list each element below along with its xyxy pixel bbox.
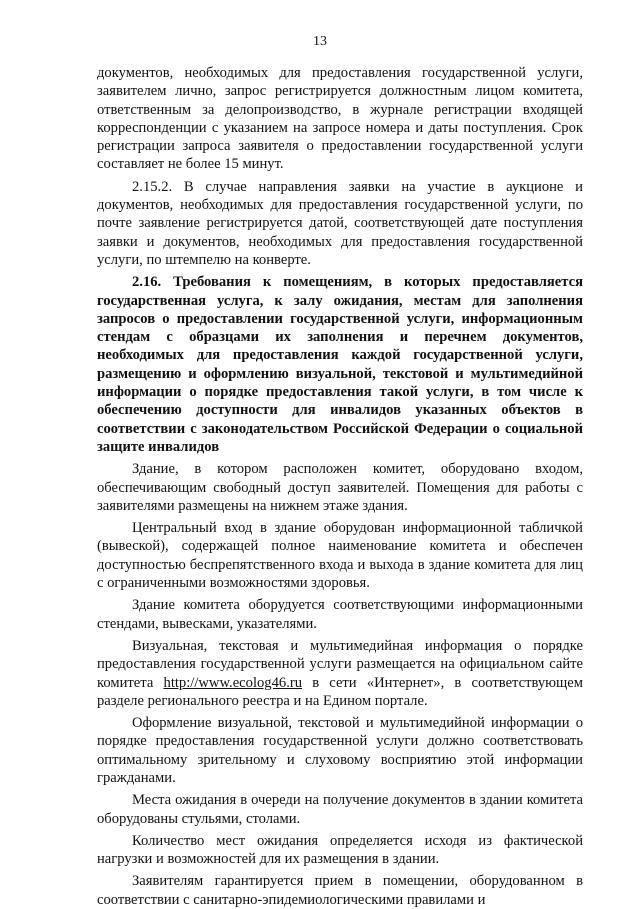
paragraph-info-stands: Здание комитета оборудуется соответствующими информационными стендами, вывесками, указателями.	[97, 597, 583, 632]
website-text-before: Визуальная, текстовая и мультимедийная информация о порядке предоставления государственной услуги размещается на официальном сайте комитета	[97, 637, 583, 691]
paragraph-info-website	[97, 637, 583, 710]
paragraph-info-design: Оформление визуальной, текстовой и мультимедийной информации о порядке предоставления государственной услуги должно соответствовать оптимальному зрительному и слуховому восприятию этой информации гражданами.	[97, 715, 583, 786]
document-body	[97, 64, 583, 909]
paragraph-waiting-places: Места ожидания в очереди на получение документов в здании комитета оборудованы стульями, столами.	[97, 792, 583, 827]
page-number: 13	[313, 34, 327, 49]
paragraph-waiting-count: Количество мест ожидания определяется исходя из фактической нагрузки и возможностей для их размещения в здании.	[97, 832, 583, 868]
website-link[interactable]: http://www.ecolog46.ru	[163, 674, 302, 691]
paragraph-registration-in-person: документов, необходимых для предоставления государственной услуги, заявителем лично, запрос регистрируется должностным лицом комитета, ответственным за делопроизводство, в журнале регистрации входящей корреспонденции с указанием на запросе номера и даты поступления. Срок регистрации запроса заявителя о предоставлении государственной услуги составляет не более 15 минут.	[97, 65, 583, 173]
paragraph-central-entrance: Центральный вход в здание оборудован информационной табличкой (вывеской), содержащей полное наименование комитета и обеспечен доступностью беспрепятственного входа и выхода в здание комитета для лиц с ограниченными возможностями здоровья.	[97, 520, 583, 592]
paragraph-2-15-2: 2.15.2. В случае направления заявки на участие в аукционе и документов, необходимых для предоставления государственной услуги, по почте заявление регистрируется датой, соответствующей дате поступления заявки и документов, необходимых для предоставления государственной услуги, по штемпелю на конверте.	[97, 178, 583, 268]
paragraph-reception-guarantee: Заявителям гарантируется прием в помещении, оборудованном в соответствии с санитарно-эпидемиологическими правилами и	[97, 873, 583, 908]
paragraph-building-entrance: Здание, в котором расположен комитет, оборудовано входом, обеспечивающим свободный доступ заявителей. Помещения для работы с заявителями размещены на нижнем этаже здания.	[97, 461, 583, 514]
website-text-after: в сети «Интернет», в соответствующем разделе регионального реестра и на Едином портале.	[97, 674, 584, 709]
section-heading-2-16: 2.16. Требования к помещениям, в которых предоставляется государственная услуга, к залу ожидания, местам для заполнения запросов о предоставлении государственной услуги, информационным стендам с образцами их заполнения и перечнем документов, необходимых для предоставления каждой государственной услуги, размещению и оформлению визуальной, текстовой и мультимедийной информации о порядке предоставления такой услуги, в том числе к обеспечению доступности для инвалидов указанных объектов в соответствии с законодательством Российской Федерации о социальной защите инвалидов	[97, 274, 583, 455]
